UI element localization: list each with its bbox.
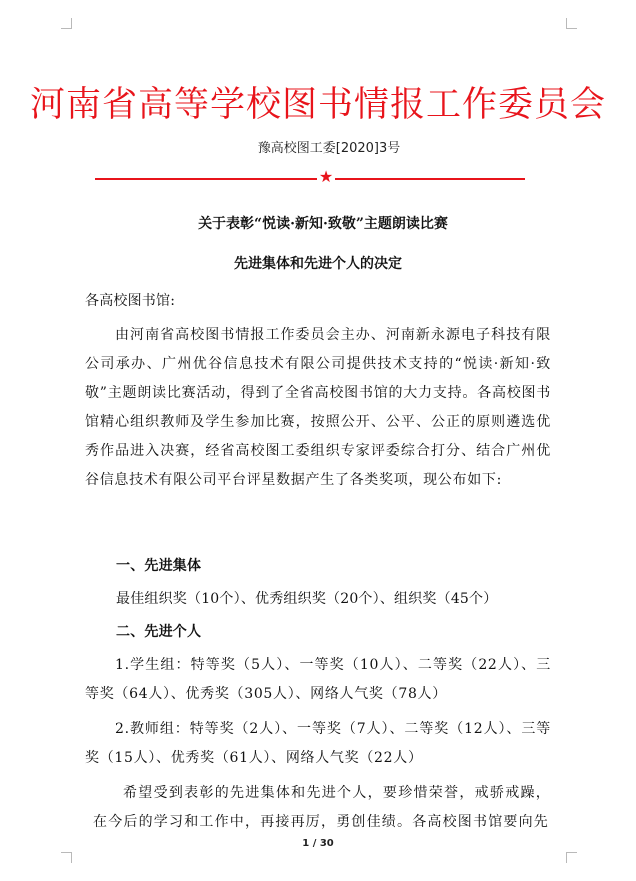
- document-number: 豫高校图工委[2020]3号: [257, 141, 401, 156]
- closing-paragraph: 希望受到表彰的先进集体和先进个人，要珍惜荣誉，戒骄戒躁，在今后的学习和工作中，再接再厉，勇创佳绩。各高校图书馆要向先: [93, 785, 551, 830]
- section1-heading: 一、先进集体: [116, 558, 202, 574]
- document-title-line2: 先进集体和先进个人的决定: [234, 256, 402, 272]
- collective-awards: 最佳组织奖（10个）、优秀组织奖（20个）、组织奖（45个）: [116, 591, 498, 607]
- intro-paragraph: 由河南省高校图书情报工作委员会主办、河南新永源电子科技有限公司承办、广州优谷信息技术有限公司提供技术支持的“悦读·新知·致敬”主题朗读比赛活动，得到了全省高校图书馆的大力支持。各高校图书馆精心组织教师及学生参加比赛，按照公开、公平、公正的原则遴选优秀作品进入决赛，经省高校图工委组织专家评委综合打分、结合广州优谷信息技术有限公司平台评星数据产生了各类奖项，现公布如下:: [85, 327, 551, 488]
- divider-line-left: [95, 178, 317, 180]
- divider-line-right: [335, 178, 525, 180]
- red-divider: [95, 167, 525, 186]
- crop-mark-bottom-right: [566, 852, 577, 863]
- star-icon: ★: [318, 167, 334, 186]
- section2-heading: 二、先进个人: [116, 624, 202, 640]
- salutation: 各高校图书馆:: [85, 293, 176, 309]
- teacher-awards-paragraph: 2.教师组：特等奖（2人）、一等奖（7人）、二等奖（12人）、三等奖（15人）、优秀奖（61人）、网络人气奖（22人）: [85, 721, 551, 766]
- crop-mark-top-left: [61, 18, 72, 29]
- organization-title: 河南省高等学校图书情报工作委员会: [29, 85, 606, 125]
- crop-mark-top-right: [566, 18, 577, 29]
- crop-mark-bottom-left: [61, 852, 72, 863]
- document-title-line1: 关于表彰“悦读·新知·致敬”主题朗读比赛: [198, 216, 448, 232]
- student-awards-paragraph: 1.学生组：特等奖（5人）、一等奖（10人）、二等奖（22人）、三等奖（64人）、优秀奖（305人）、网络人气奖（78人）: [85, 657, 551, 702]
- page-indicator: 1 / 30: [302, 838, 334, 849]
